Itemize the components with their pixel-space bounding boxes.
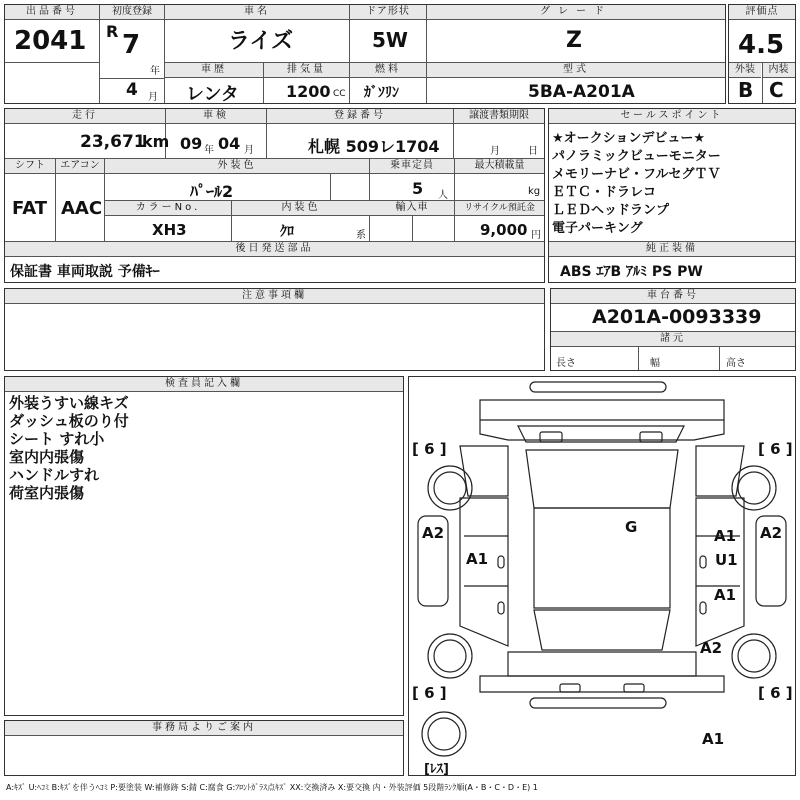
grade-value: Z <box>566 28 582 53</box>
first-reg-month-unit: 月 <box>148 92 158 103</box>
inspection-month-unit: 月 <box>244 145 254 156</box>
damage-u1: U1 <box>715 551 738 569</box>
model-value: 5BA-A201A <box>528 82 635 102</box>
genuine-label: 純正装備 <box>549 242 795 257</box>
spec-height: 高さ <box>726 358 746 369</box>
spare-tire: [ﾚｽ] <box>424 762 449 777</box>
sales-point: ＬＥＤヘッドランプ <box>552 203 670 218</box>
damage-a2-right: A2 <box>760 524 783 542</box>
int-color-value: ｸﾛ <box>280 224 294 240</box>
office-label: 事務局よりご案内 <box>5 721 403 736</box>
inspector-line: 荷室内張傷 <box>9 484 85 502</box>
plate-label: 登録番号 <box>267 109 453 124</box>
inspector-line: 室内内張傷 <box>9 448 85 466</box>
inspection-month: 04 <box>218 134 241 153</box>
first-reg-year-unit: 年 <box>150 66 160 77</box>
inspector-label: 検査員記入欄 <box>5 377 403 392</box>
shift-value: FAT <box>12 198 48 219</box>
history-label: 車歴 <box>165 63 263 78</box>
sales-points-label: セールスポイント <box>549 109 795 124</box>
chassis-label: 車台番号 <box>551 289 795 304</box>
color-no-value: XH3 <box>152 221 187 239</box>
mileage-value: 23,671 <box>80 132 146 152</box>
max-load-unit: kg <box>528 186 541 197</box>
history-value: レンタ <box>186 84 239 105</box>
aircon-value: AAC <box>61 198 103 219</box>
ext-color-value: ﾊﾟｰﾙ2 <box>190 182 234 201</box>
transfer-day-unit: 日 <box>528 146 538 157</box>
doors-value: 5W <box>372 28 408 52</box>
capacity-unit: 人 <box>438 190 448 201</box>
fuel-value: ｶﾞｿﾘﾝ <box>364 85 399 101</box>
sales-points-list <box>552 130 792 238</box>
lot-number: 2041 <box>14 26 87 56</box>
ext-grade-label: 外装 <box>729 63 761 78</box>
car-name-label: 車名 <box>165 5 349 20</box>
int-color-label: 内装色 <box>232 201 370 216</box>
mileage-unit: km <box>142 132 170 151</box>
int-grade-label: 内装 <box>762 63 795 78</box>
legend: A:ｷｽﾞ U:ﾍｺﾐ B:ｷｽﾞを伴うﾍｺﾐ P:要塗装 W:補修跡 S:錆 C:腐食 G:ﾌﾛﾝﾄｶﾞﾗｽ点ｷｽﾞ XX:交換済み X:要交換 内・外装評価 5段階ﾗﾝｸ順(A・B・C・D・E) 1 <box>6 783 538 792</box>
inspection-label: 車検 <box>166 109 266 124</box>
displacement-label: 排気量 <box>264 63 349 78</box>
chassis-value: A201A-0093339 <box>592 306 762 328</box>
damage-a2-left: A2 <box>422 524 445 542</box>
damage-a2-rear: A2 <box>700 639 723 657</box>
inspector-notes <box>9 394 129 502</box>
int-grade: C <box>769 78 784 102</box>
first-reg-year: 7 <box>122 30 141 60</box>
recycle-unit: 円 <box>531 230 541 241</box>
shift-label: シフト <box>5 159 55 174</box>
sales-point: ★オークションデビュー★ <box>552 131 706 146</box>
recycle-label: リサイクル預託金 <box>455 201 544 216</box>
tire-tread-rr: [ 6 ] <box>758 684 793 702</box>
accessories-value: 保証書 車両取説 予備ｷｰ <box>10 264 160 280</box>
color-no-label: カラーNo. <box>105 201 231 216</box>
first-reg-label: 初度登録 <box>100 5 164 20</box>
notes-label: 注意事項欄 <box>5 289 544 304</box>
damage-a1-left: A1 <box>466 550 489 568</box>
import-label: 輸入車 <box>370 201 454 216</box>
inspector-line: ダッシュ板のり付 <box>9 412 129 430</box>
doors-label: ドア形状 <box>350 5 426 20</box>
inspector-line: シート すれ小 <box>9 430 105 448</box>
sales-point: ＥＴＣ・ドラレコ <box>552 185 657 200</box>
spec-length: 長さ <box>556 358 576 369</box>
spec-width: 幅 <box>650 358 660 369</box>
first-reg-month: 4 <box>126 80 138 100</box>
tire-tread-fl: [ 6 ] <box>412 440 447 458</box>
capacity-label: 乗車定員 <box>370 159 454 174</box>
tire-tread-rl: [ 6 ] <box>412 684 447 702</box>
sales-point: メモリーナビ・フルセグＴＶ <box>552 167 721 182</box>
damage-a1-bottom: A1 <box>702 730 725 748</box>
capacity-value: 5 <box>412 179 424 198</box>
ext-grade: B <box>738 78 754 102</box>
genuine-value: ABS ｴｱB ｱﾙﾐ PS PW <box>560 264 703 280</box>
aircon-label: エアコン <box>56 159 104 174</box>
displacement-value: 1200 <box>286 82 331 101</box>
ext-color-label: 外装色 <box>105 159 369 174</box>
tire-tread-fr: [ 6 ] <box>758 440 793 458</box>
int-color-unit: 系 <box>356 230 366 241</box>
model-label: 型式 <box>427 63 725 78</box>
transfer-label: 譲渡書類期限 <box>454 109 544 124</box>
car-name: ライズ <box>228 29 294 54</box>
specs-label: 諸元 <box>551 332 795 347</box>
damage-a1-right-1: A1 <box>714 527 737 545</box>
damage-a1-right-2: A1 <box>714 586 737 604</box>
inspector-line: 外装うすい線キズ <box>9 394 129 412</box>
inspector-line: ハンドルすれ <box>9 466 100 484</box>
sales-point: 電子パーキング <box>552 221 643 236</box>
mileage-label: 走行 <box>5 109 165 124</box>
max-load-label: 最大積載量 <box>455 159 544 174</box>
lot-label: 出品番号 <box>5 5 99 20</box>
first-reg-era: R <box>106 22 119 41</box>
damage-g: G <box>625 518 638 536</box>
displacement-unit: CC <box>333 89 346 99</box>
inspection-year: 09 <box>180 134 203 153</box>
sales-point: パノラミックビューモニター <box>552 149 721 164</box>
inspection-year-unit: 年 <box>204 145 214 156</box>
grade-label: グレード <box>427 5 725 20</box>
fuel-label: 燃料 <box>350 63 426 78</box>
transfer-month-unit: 月 <box>490 146 500 157</box>
recycle-value: 9,000 <box>480 221 528 239</box>
score-label: 評価点 <box>729 5 795 20</box>
score-value: 4.5 <box>738 30 785 60</box>
plate-value: 札幌 509レ1704 <box>308 137 440 156</box>
accessories-label: 後日発送部品 <box>5 242 544 257</box>
car-outline-diagram <box>408 376 796 776</box>
